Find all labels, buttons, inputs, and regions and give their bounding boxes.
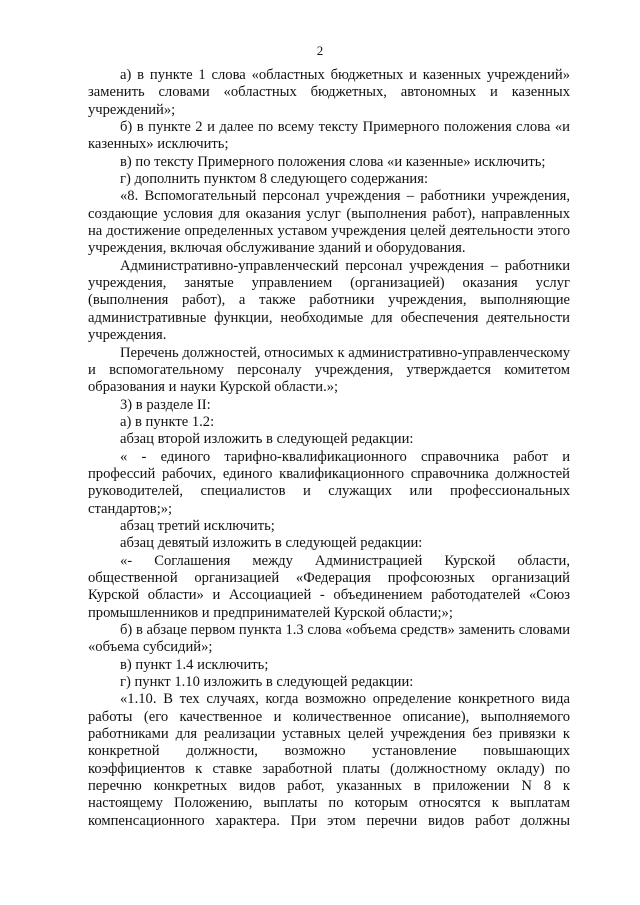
paragraph: Административно-управленческий персонал учреждения – работники учреждения, занятые управлением (организацией) оказания услуг (выполнения работ), а также работники учреждения, выполняющие административные функции, необходимые для обеспечения деятельности учреждения. <box>88 257 570 344</box>
paragraph: абзац девятый изложить в следующей редакции: <box>120 535 423 552</box>
paragraph: в) по тексту Примерного положения слова «и казенные» исключить; <box>120 153 546 170</box>
paragraph: б) в абзаце первом пункта 1.3 слова «объема средств» заменить словами «объема субсидий»; <box>88 622 570 656</box>
paragraph: б) в пункте 2 и далее по всему тексту Примерного положения слова «и казенных» исключить; <box>88 119 570 153</box>
document-body <box>88 67 570 830</box>
paragraph: «8. Вспомогательный персонал учреждения – работники учреждения, создающие условия для оказания услуг (выполнения работ), направленных на достижение определенных уставом учреждения целей деятельности этого учреждения, включая обслуживание зданий и оборудования. <box>88 188 570 257</box>
paragraph: абзац третий исключить; <box>120 517 275 534</box>
paragraph: а) в пункте 1.2: <box>120 413 215 430</box>
paragraph: Перечень должностей, относимых к административно-управленческому и вспомогательному персоналу учреждения, утверждается комитетом образования и науки Курской области.»; <box>88 344 570 396</box>
paragraph: 3) в разделе II: <box>120 396 211 413</box>
paragraph: « - единого тарифно-квалификационного справочника работ и профессий рабочих, единого квалификационного справочника должностей руководителей, специалистов и служащих или профессиональных стандартов;»; <box>88 448 570 517</box>
paragraph: абзац второй изложить в следующей редакции: <box>120 431 414 448</box>
paragraph: а) в пункте 1 слова «областных бюджетных и казенных учреждений» заменить словами «областных бюджетных, автономных и казенных учреждений»; <box>88 67 570 118</box>
paragraph: г) пункт 1.10 изложить в следующей редакции: <box>120 674 414 691</box>
page-number: 2 <box>316 43 324 58</box>
paragraph: «- Соглашения между Администрацией Курской области, общественной организацией «Федерация профсоюзных организаций Курской области» и Ассоциацией - объединением работодателей «Союз промышленников и предпринимателей Курской области;»; <box>88 552 570 621</box>
paragraph: в) пункт 1.4 исключить; <box>120 656 269 673</box>
paragraph: г) дополнить пунктом 8 следующего содержания: <box>120 171 429 188</box>
paragraph: «1.10. В тех случаях, когда возможно определение конкретного вида работы (его качественное и количественное описание), выполняемого работниками для реализации уставных целей учреждения без привязки к конкретной должности, возможно установление повышающих коэффициентов к ставке заработной платы (должностному окладу) по перечню конкретных видов работ, указанных в приложении N 8 к настоящему Положению, выплаты по которым относятся к выплатам компенсационного характера. При этом перечни видов работ должны <box>88 691 570 829</box>
